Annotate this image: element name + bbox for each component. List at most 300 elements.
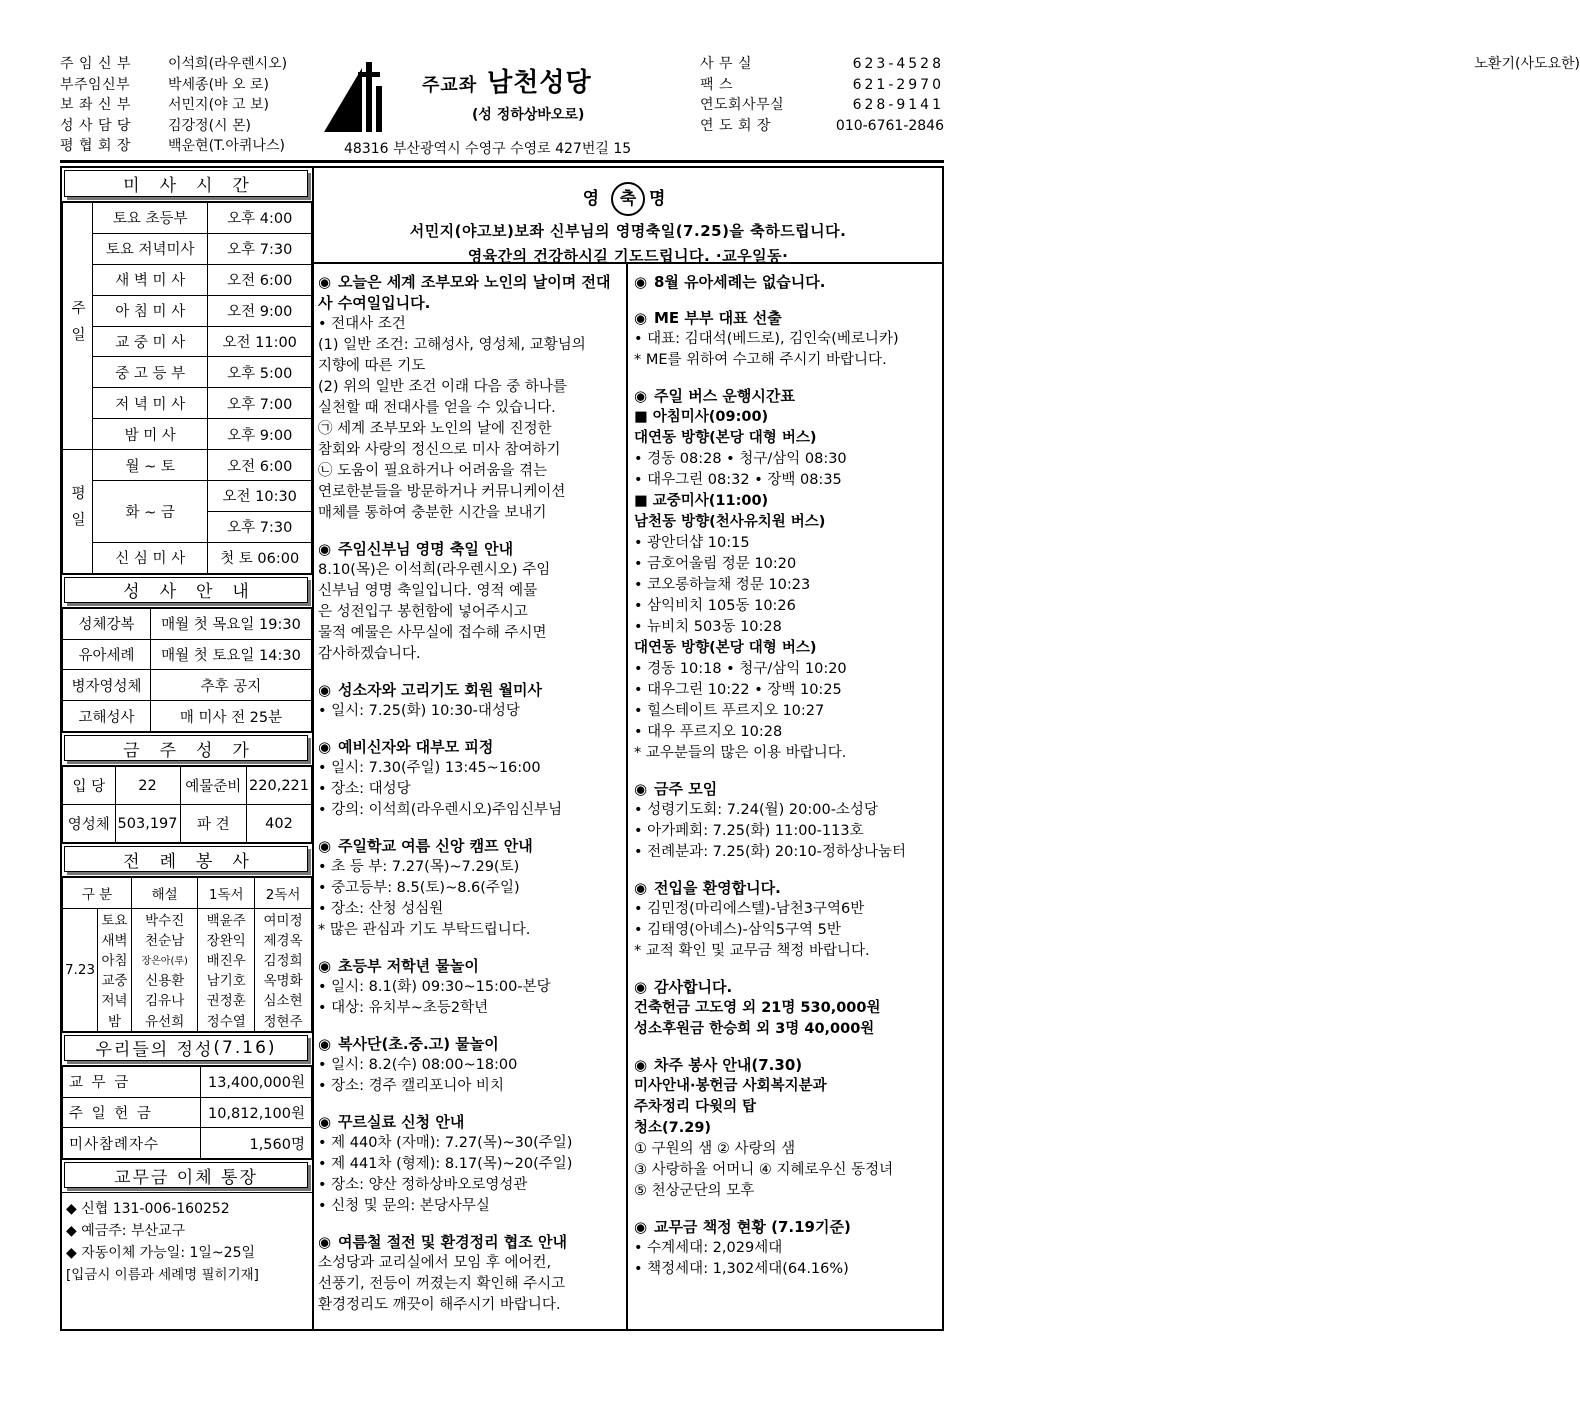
announcement-line: 참회와 사랑의 정신으로 미사 참여하기 [318,442,561,458]
announcement-line: 감사하겠습니다. [318,646,421,662]
announcement-item [318,1232,622,1316]
liturgy-cell: 김유나 [132,989,198,1009]
announcement-line: 매체를 통하여 충분한 시간을 보내기 [318,505,547,521]
announcement-line: • 일시: 8.2(수) 08:00~18:00 [318,1057,518,1073]
announcement-line: • 대우그린 10:22 • 장백 10:25 [634,682,842,698]
feast-banner-title [314,168,942,216]
offering-name: 주 일 헌 금 [63,1097,201,1128]
announcement-line: ■ 아침미사(09:00) [634,409,769,425]
announcement-line: • 장소: 양산 정하상바오로영성관 [318,1177,528,1193]
church-prefix: 주교좌 [422,75,478,96]
announcement-heading [634,878,938,899]
announcement-heading [318,1232,622,1253]
announcements-area [314,168,942,1329]
announcement-line: • 수계세대: 2,029세대 [634,1240,783,1256]
header-divider [60,160,944,163]
weekday-label [63,450,93,574]
announcement-line: ㉠ 세계 조부모와 노인의 날에 진정한 [318,421,552,437]
announcement-line: • 강의: 이석희(라우렌시오)주임신부님 [318,802,563,818]
table-cell [63,203,93,234]
announcement-line: 건축헌금 고도영 외 21명 530,000원 [634,1000,881,1016]
liturgy-cell: 아침 [98,949,132,969]
announcement-heading [634,272,938,293]
announcement-line: • 일시: 7.30(주일) 13:45~16:00 [318,760,541,776]
sacrament-value: 추후 공지 [151,670,312,701]
table-row [63,949,312,969]
offering-name: 미사참례자수 [63,1128,201,1159]
mass-time: 오전 6:00 [208,450,312,481]
announcement-line: • 제 441차 (형제): 8.17(목)~20(주일) [318,1156,573,1172]
target-bullet-icon: ◉ [318,957,332,975]
announcement-title: ME 부부 대표 선출 [654,309,782,327]
staff-role: 성 사 담 당 [60,117,131,134]
liturgy-cell: 천순남 [132,929,198,949]
liturgy-cell: 백윤주 [198,909,255,930]
liturgy-cell: 심소현 [255,989,312,1009]
announcement-line: 환경정리도 깨끗이 해주시기 바랍니다. [318,1297,561,1313]
table-row [63,767,312,805]
announcement-item [318,272,622,524]
announcement-line: 8.10(목)은 이석희(라우렌시오) 주임 [318,562,551,578]
hymns-table [62,766,312,843]
church-logo-icon [322,58,392,134]
announcement-line: • 일시: 7.25(화) 10:30-대성당 [318,703,520,719]
announcement-line: • 코오롱하늘채 정문 10:23 [634,577,811,593]
table-cell [63,233,93,264]
offering-date: (7.16) [213,1037,277,1058]
offering-heading [62,1032,312,1066]
liturgy-cell: 밤 [98,1009,132,1031]
liturgy-cell: 권정훈 [198,989,255,1009]
bulletin-body [60,166,944,1331]
bulletin-header [60,52,1580,160]
mass-name: 신 심 미 사 [93,542,208,573]
contact-value: 623-4528 [852,56,944,72]
mass-time: 첫 토 06:00 [208,542,312,573]
hymn-label: 예물준비 [180,767,247,805]
announcement-line: • 중고등부: 8.5(토)~8.6(주일) [318,880,520,896]
liturgy-cell: 옥명화 [255,969,312,989]
announcement-column-left [314,264,628,1329]
staff-name: 서민지(야 고 보) [168,97,269,113]
announcement-title: 오늘은 세계 조부모와 노인의 날이며 전대사 수여일입니다. [318,273,611,312]
mass-time: 오전 11:00 [208,326,312,357]
announcement-line: 대연동 방향(본당 대형 버스) [634,430,817,446]
announcement-item [634,386,938,764]
announcement-line: • 장소: 산청 성심원 [318,901,444,917]
announcement-line: ■ 교중미사(11:00) [634,493,769,509]
mass-times-title: 미사시간 [64,170,308,197]
mass-time: 오전 6:00 [208,264,312,295]
liturgy-date: 7.23 [63,909,98,1032]
announcement-title: 여름철 절전 및 환경정리 협조 안내 [338,1233,567,1251]
church-address: 48316 부산광역시 수영구 수영로 427번길 15 [344,141,632,157]
table-row [63,388,312,419]
announcement-item [318,680,622,722]
table-row [63,1097,312,1128]
announcement-line: 선풍기, 전등이 꺼졌는지 확인해 주시고 [318,1276,566,1292]
table-row [63,357,312,388]
liturgy-cell: 장은아(루) [132,949,198,969]
announcement-line: • 장소: 경주 캘리포니아 비치 [318,1078,504,1094]
target-bullet-icon: ◉ [634,273,648,291]
table-cell [63,357,93,388]
table-row [63,419,312,450]
target-bullet-icon: ◉ [634,387,648,405]
table-row [63,203,312,234]
mass-times-table [62,202,312,574]
mass-name: 토요 저녁미사 [93,233,208,264]
contact-label: 사 무 실 [700,56,752,72]
target-bullet-icon: ◉ [634,879,648,897]
announcement-item [634,1055,938,1202]
announcement-line: ① 구원의 샘 ② 사랑의 샘 [634,1141,796,1157]
announcement-item [634,878,938,962]
staff-name: 이석희(라우렌시오) [168,56,288,72]
contact-label: 연도회사무실 [700,97,785,113]
sacrament-value: 매월 첫 목요일 19:30 [151,608,312,639]
announcement-title: 차주 봉사 안내(7.30) [654,1056,803,1074]
announcement-item [318,956,622,1019]
sacrament-value: 매월 첫 토요일 14:30 [151,639,312,670]
sacrament-name: 고해성사 [63,701,151,732]
table-row [63,929,312,949]
hymn-value: 402 [247,805,312,843]
announcement-line: • 일시: 8.1(화) 09:30~15:00-본당 [318,979,551,995]
sunday-label [63,295,93,357]
announcement-line: • 제 440차 (자매): 7.27(목)~30(주일) [318,1135,573,1151]
liturgy-header: 해설 [132,878,198,909]
sunday-label-text: 주일 [69,299,85,353]
announcement-title: 감사합니다. [654,978,733,996]
offering-value: 1,560명 [201,1128,312,1159]
announcement-heading [634,1217,938,1238]
mass-time: 오전 9:00 [208,295,312,326]
announcement-line: • 뉴비치 503동 10:28 [634,619,782,635]
liturgy-cell: 여미정 [255,909,312,930]
hymn-label: 입 당 [63,767,116,805]
liturgy-header: 1독서 [198,878,255,909]
weekday-label-text: 평일 [69,484,85,538]
table-row [63,326,312,357]
table-row [63,1009,312,1031]
mass-name: 밤 미 사 [93,419,208,450]
announcement-line: 지향에 따른 기도 [318,358,426,374]
target-bullet-icon: ◉ [634,978,648,996]
announcement-line: 남천동 방향(천사유치원 버스) [634,514,826,530]
mass-time: 오후 9:00 [208,419,312,450]
feast-title-left: 영 [582,189,607,209]
announcement-line: (2) 위의 일반 조건 이래 다음 중 하나를 [318,379,567,395]
announcement-line: 성소후원금 한승희 외 3명 40,000원 [634,1021,875,1037]
sacraments-heading [62,574,312,608]
offering-name: 교 무 금 [63,1066,201,1097]
contact-list [700,54,1580,136]
liturgy-table [62,877,312,1031]
announcement-heading [634,779,938,800]
target-bullet-icon: ◉ [318,738,332,756]
announcement-item [634,308,938,371]
sacraments-title: 성사안내 [64,577,308,603]
announcement-line: 청소(7.29) [634,1120,712,1136]
liturgy-cell: 정현주 [255,1009,312,1031]
announcement-item [318,1034,622,1097]
target-bullet-icon: ◉ [318,681,332,699]
announcement-line: • 초 등 부: 7.27(목)~7.29(토) [318,859,520,875]
hymns-title: 금주성가 [64,735,308,761]
account-heading [62,1159,312,1193]
liturgy-header: 구 분 [63,878,132,909]
account-line: [입금시 이름과 세례명 필히기재] [66,1267,259,1284]
account-title: 교무금 이체 통장 [64,1162,308,1188]
announcement-line: 신부님 영명 축일입니다. 영적 예물 [318,583,538,599]
church-name: 남천성당 [487,68,592,98]
contact-value: 010-6761-2846 [835,117,944,134]
announcement-heading [318,836,622,857]
feast-banner [314,168,942,264]
target-bullet-icon: ◉ [318,273,332,291]
feast-banner-line: 서민지(야고보)보좌 신부님의 영명축일(7.25)을 축하드립니다. [409,222,847,240]
table-row [63,608,312,639]
liturgy-cell: 토요 [98,909,132,930]
announcement-title: 주일 버스 운행시간표 [654,387,795,405]
announcement-heading [318,272,622,314]
announcement-title: 복사단(초.중.고) 물놀이 [338,1035,499,1053]
table-row [63,701,312,732]
account-line: ◆ 자동이체 가능일: 1일~25일 [66,1245,256,1262]
announcement-title: 주일학교 여름 신앙 캠프 안내 [338,837,533,855]
liturgy-header: 2독서 [255,878,312,909]
liturgy-title: 전례봉사 [64,846,308,872]
announcement-line: • 김태영(아녜스)-삼익5구역 5반 [634,922,841,938]
staff-role: 부주임신부 [60,76,131,93]
table-row [63,969,312,989]
announcement-heading [318,539,622,560]
announcement-line: • 대우 푸르지오 10:28 [634,724,783,740]
hymn-value: 503,197 [115,805,180,843]
left-sidebar [62,168,314,1329]
target-bullet-icon: ◉ [634,1056,648,1074]
liturgy-cell: 새벽 [98,929,132,949]
announcement-heading [318,680,622,701]
mass-name: 교 중 미 사 [93,326,208,357]
mass-time: 오후 5:00 [208,357,312,388]
liturgy-cell: 신용환 [132,969,198,989]
contact-value: 621-2970 [852,76,944,93]
mass-times-heading [62,168,312,202]
announcement-line: ㉡ 도움이 필요하거나 어려움을 겪는 [318,463,548,479]
mass-name: 월 ~ 토 [93,450,208,481]
liturgy-cell: 저녁 [98,989,132,1009]
announcement-line: • 장소: 대성당 [318,781,411,797]
liturgy-heading [62,843,312,877]
table-row [63,670,312,701]
announcement-heading [318,1034,622,1055]
contact-label: 연 도 회 장 [700,117,771,134]
feast-banner-line: 영육간의 건강하시길 기도드립니다. ·교우일동· [467,247,789,265]
announcement-line: 소성당과 교리실에서 모임 후 에어컨, [318,1255,552,1271]
announcement-item [634,1217,938,1280]
announcement-item [634,977,938,1040]
announcement-title: 교무금 책정 현황 (7.19기준) [654,1218,851,1236]
announcement-line: 주차정리 다윗의 탑 [634,1099,757,1115]
hymn-value: 22 [115,767,180,805]
table-cell [63,388,93,419]
hymn-label: 영성체 [63,805,116,843]
table-row [63,481,312,512]
mass-name: 새 벽 미 사 [93,264,208,295]
liturgy-cell: 장완익 [198,929,255,949]
table-row [63,639,312,670]
contact-value: 628-9141 [852,97,944,113]
hymn-value: 220,221 [247,767,312,805]
hymn-label: 파 견 [180,805,247,843]
announcement-line: * 교적 확인 및 교무금 책정 바랍니다. [634,943,870,959]
announcement-columns [314,264,942,1329]
announcement-title: 8월 유아세례는 없습니다. [654,273,826,291]
target-bullet-icon: ◉ [634,309,648,327]
announcement-heading [318,1112,622,1133]
announcement-line: • 광안더샵 10:15 [634,535,750,551]
account-line: ◆ 신협 131-006-160252 [66,1201,230,1218]
announcement-heading [318,956,622,977]
table-cell [63,264,93,295]
announcement-line: • 대상: 유치부~초등2학년 [318,1000,489,1016]
table-row [63,1128,312,1159]
announcement-line: (1) 일반 조건: 고해성사, 영성체, 교황님의 [318,337,586,353]
announcement-line: 미사안내·봉헌금 사회복지분과 [634,1078,827,1094]
announcement-line: • 경동 10:18 • 청구/삼익 10:20 [634,661,847,677]
church-patron: (성 정하상바오로) [472,107,585,123]
target-bullet-icon: ◉ [634,780,648,798]
announcement-item [634,779,938,863]
table-cell [63,419,93,450]
liturgy-cell: 유선희 [132,1009,198,1031]
hymns-heading [62,732,312,766]
table-row [63,264,312,295]
announcement-line: • 신청 및 문의: 본당사무실 [318,1198,490,1214]
announcement-line: 실천할 때 전대사를 얻을 수 있습니다. [318,400,556,416]
contact-label: 팩 스 [700,76,733,93]
mass-name: 화 ~ 금 [93,481,208,543]
staff-role: 보 좌 신 부 [60,97,131,113]
announcement-line: • 대우그린 08:32 • 장백 08:35 [634,472,842,488]
announcement-line: • 아가페회: 7.25(화) 11:00-113호 [634,823,864,839]
offering-value: 13,400,000원 [201,1066,312,1097]
announcement-heading [634,977,938,998]
announcement-line: * ME를 위하여 수고해 주시기 바랍니다. [634,352,887,368]
liturgy-cell: 남기호 [198,969,255,989]
target-bullet-icon: ◉ [634,1218,648,1236]
account-info [62,1193,312,1291]
offering-title-box [64,1035,308,1061]
offering-table [62,1066,312,1160]
announcement-title: 주임신부님 영명 축일 안내 [338,540,514,558]
church-title [422,62,592,99]
announcement-line: * 많은 관심과 기도 부탁드립니다. [318,922,531,938]
sacrament-value: 매 미사 전 25분 [151,701,312,732]
announcement-title: 전입을 환영합니다. [654,879,781,897]
sacraments-table [62,608,312,733]
staff-name: 박세종(바 오 로) [168,76,269,93]
table-row [63,989,312,1009]
staff-name: 백운현(T.아퀴나스) [168,138,285,154]
target-bullet-icon: ◉ [318,837,332,855]
announcement-line: • 성령기도회: 7.24(월) 20:00-소성당 [634,802,878,818]
announcement-line: 연로한분들을 방문하거나 커뮤니케이션 [318,484,566,500]
staff-role: 주 임 신 부 [60,56,131,72]
announcement-item [318,737,622,821]
announcement-line: • 삼익비치 105동 10:26 [634,598,796,614]
target-bullet-icon: ◉ [318,1035,332,1053]
announcement-item [318,539,622,665]
table-row [63,909,312,930]
table-row [63,295,312,326]
announcement-line: • 전례분과: 7.25(화) 20:10-정하상나눔터 [634,844,906,860]
announcement-item [318,1112,622,1217]
sacrament-name: 성체강복 [63,608,151,639]
announcement-heading [634,386,938,407]
announcement-heading [634,1055,938,1076]
target-bullet-icon: ◉ [318,1113,332,1131]
liturgy-cell: 교중 [98,969,132,989]
table-row [63,450,312,481]
target-bullet-icon: ◉ [318,1233,332,1251]
feast-title-right: 명 [649,189,674,209]
mass-name: 아 침 미 사 [93,295,208,326]
announcement-title: 금주 모임 [654,780,718,798]
mass-time: 오후 7:00 [208,388,312,419]
mass-time: 오후 4:00 [208,203,312,234]
table-row [63,233,312,264]
mass-name: 토요 초등부 [93,203,208,234]
announcement-line: • 힐스테이트 푸르지오 10:27 [634,703,825,719]
target-bullet-icon: ◉ [318,540,332,558]
offering-title: 우리들의 정성 [95,1040,214,1061]
contact-note: 노환기(사도요한) [1474,56,1580,72]
announcement-line: ③ 사랑하올 어머니 ④ 지혜로우신 동정녀 [634,1162,894,1178]
mass-name: 저 녁 미 사 [93,388,208,419]
announcement-line: • 전대사 조건 [318,316,406,332]
liturgy-cell: 제경옥 [255,929,312,949]
mass-time: 오후 7:30 [208,511,312,542]
sacrament-name: 병자영성체 [63,670,151,701]
announcement-line: • 금호어울림 정문 10:20 [634,556,797,572]
liturgy-cell: 배진우 [198,949,255,969]
announcement-title: 예비신자와 대부모 피정 [338,738,494,756]
mass-time: 오후 7:30 [208,233,312,264]
announcement-column-right [628,264,942,1329]
sacrament-name: 유아세례 [63,639,151,670]
announcement-title: 꾸르실료 신청 안내 [338,1113,465,1131]
staff-role: 평 협 회 장 [60,138,131,154]
announcement-item [634,272,938,293]
mass-name: 중 고 등 부 [93,357,208,388]
announcement-line: ⑤ 천상군단의 모후 [634,1183,755,1199]
liturgy-cell: 정수열 [198,1009,255,1031]
staff-list [60,54,318,157]
table-row [63,1066,312,1097]
liturgy-cell: 김정희 [255,949,312,969]
announcement-title: 초등부 저학년 물놀이 [338,957,479,975]
announcement-heading [634,308,938,329]
announcement-line: • 김민정(마리에스텔)-남천3구역6반 [634,901,865,917]
announcement-line: 물적 예물은 사무실에 접수해 주시면 [318,625,547,641]
offering-value: 10,812,100원 [201,1097,312,1128]
table-row [63,805,312,843]
announcement-line: • 경동 08:28 • 청구/삼익 08:30 [634,451,847,467]
liturgy-cell: 박수진 [132,909,198,930]
